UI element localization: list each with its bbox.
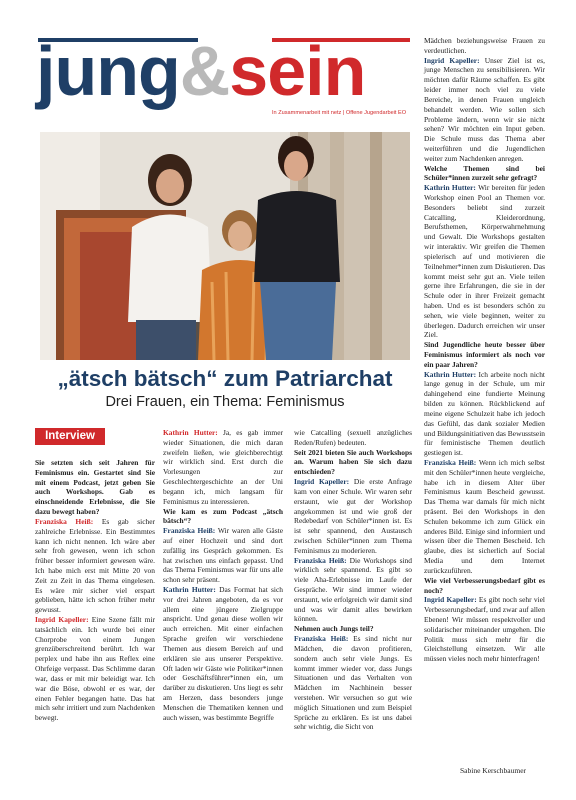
- speaker-name: Kathrin Hutter:: [163, 585, 216, 594]
- article-subheadline: Drei Frauen, ein Thema: Feminismus: [105, 394, 345, 410]
- interview-question: Welche Themen sind bei Schüler*innen zurzeit sehr gefragt?: [424, 163, 545, 183]
- interview-answer: [294, 556, 412, 625]
- interview-answer: [424, 595, 545, 664]
- logo-ampersand: &: [179, 32, 230, 110]
- answer-text: Wir waren alle Gäste auf einer Hochzeit und sind dort zufällig ins Gespräch gekommen. Es hat zwischen uns einfach gepasst. Und das Thema Feminismus war für uns alle schon sehr präsent.: [163, 526, 283, 585]
- answer-text: Die Workshops sind wirklich sehr spannend. Es gibt so viele Aha-Erlebnisse im Laufe der Gespräche. Wir sind immer wieder erstaunt, wie erfolgreich wir damit sind und was wir damit alles bewirken können.: [294, 555, 412, 624]
- speaker-name: Franziska Heiß:: [294, 634, 349, 644]
- article-photo: [40, 132, 410, 360]
- answer-text: Wenn ich mich selbst mit den Schüler*innen heute vergleiche, habe ich in diesem Alter über Feminismus kaum Bescheid gewusst. Das Thema war damals für mich nicht präsent. Bei den Workshops in den Schulen bekomme ich zum Glück ein anderes Bild. Einige sind informiert und wissen über die Themen Bescheid. Ich glaube, dies ist sicherlich auf Social Media und dem Internet zurückzuführen.: [424, 457, 545, 575]
- interview-answer: [424, 370, 545, 458]
- speaker-name: Ingrid Kapeller:: [35, 615, 89, 624]
- speaker-name: Franziska Heiß:: [35, 516, 94, 526]
- answer-text: Wir bereiten für jeden Workshop einen Pool an Themen vor. Besonders beliebt sind zurzeit Catcalling, Kleiderordnung, Berufsthemen, Körperwahrnehmung und Gewalt. Die Workshops gestalten wir interaktiv. Wir greifen die Themen spielerisch auf und motivieren die Teilnehmer*innen zum Diskutieren. Das kommt meist sehr gut an. Viele teilen gerne ihre Erfahrungen, die sie in der Schule oder in ihrer Freizeit gemacht haben. Und es ist besonders schön zu sehen, wie viele beginnen, weiter zu überlegen. Dadurch erreichen wir unser Ziel.: [424, 183, 545, 340]
- interview-question: Sie setzten sich seit Jahren für Feminismus ein. Gestartet sind Sie mit einem Podcast, jetzt geben Sie auch Workshops. Gab es einschneidende Erlebnisse, die Sie dazu bewegt haben?: [35, 458, 155, 517]
- speaker-name: Kathrin Hutter:: [424, 369, 477, 379]
- interview-answer: [294, 477, 412, 556]
- speaker-name: Kathrin Hutter:: [163, 428, 218, 437]
- speaker-name: Franziska Heiß:: [424, 457, 477, 467]
- interview-question: Wie kam es zum Podcast „ätsch bätsch“?: [163, 506, 283, 526]
- masthead-tagline: In Zusammenarbeit mit netz | Offene Jugendarbeit EO: [272, 110, 407, 116]
- answer-text: Ja, es gab immer wieder Situationen, die mich daran zweifeln ließen, wie gleichberechtigt wir wirklich sind. Erst durch die Vorlesungen zur Geschlechtergeschichte an der Uni begann ich, mich langsam für Feminismus zu interessieren.: [163, 428, 283, 506]
- article-headline: „ätsch bätsch“ zum Patriarchat: [57, 366, 393, 391]
- answer-text: Ich arbeite noch nicht lange genug in der Schule, um mir dahingehend eine fundierte Meinung bilden zu können. Rückblickend auf meine eigene Schulzeit habe ich jedoch das Gefühl, das dank sozialer Medien und Bildungsinitiativen das Bewusstsein für feministische Themen deutlich gestiegen ist.: [424, 369, 545, 458]
- interview-answer: [424, 183, 545, 340]
- interview-answer: [163, 428, 283, 507]
- answer-text: Es sind nicht nur Mädchen, die davon profitieren, sondern auch sehr viele Jungs. Es kommt immer wieder vor, dass Jungs Situationen und das Verhalten von Mädchen im Nachhinein besser verstehen. Wir versuchen so gut wie möglich Situationen und zum Beispiel Sprüche zu erklären. Es ist uns dabei sehr wichtig, die Sicht von: [294, 634, 412, 732]
- answer-text: Unser Ziel ist es, junge Menschen zu sensibilisieren. Wir möchten dafür Räume schaffen. Es gibt leider immer noch viel zu viele Bereiche, in denen Frauen ungleich behandelt werden. Wie sollen sich Probleme ändern, wenn wir sie nicht sehen? Wir möchten ein Input geben. Die Schule muss das Thema aber weiterführen und die Jugendlichen weiter zum Nachdenken anregen.: [424, 55, 545, 163]
- interview-badge: Interview: [35, 428, 105, 445]
- article-column-4: [424, 36, 545, 664]
- article-author: Sabine Kerschbaumer: [460, 766, 527, 775]
- interview-answer: [35, 517, 155, 615]
- answer-text: Es gibt noch sehr viel Verbesserungsbedarf, und zwar auf allen Ebenen! Wir müssen respektvoller und solidarischer miteinander umgehen. Die Politik muss sich mehr für die Gleichstellung einsetzen. Wir alle müssen vieles noch mehr hinterfragen!: [424, 595, 545, 664]
- interview-answer: [424, 458, 545, 576]
- logo-jung: jung: [36, 32, 180, 110]
- article-column-3: [294, 428, 412, 732]
- answer-text: Das Format hat sich vor drei Jahren angeboten, da es vor allem eine jüngere Zielgruppe anspricht. Und genau diese wollen wir auch erreichen. Mit einer einfachen Sprache greifen wir verschiedene Themen aus diesem Bereich auf und erklären sie aus unserer Perspektive. Oft laden wir Gäste wie Politiker*innen oder Geschäftsführer*innen ein, um darüber zu diskutieren. Uns liegt es sehr am Herzen, dass besonders junge Menschen die Thematiken kennen und auch wissen, was bestimmte Begriffe: [163, 585, 283, 722]
- answer-text: Eine Szene fällt mir tatsächlich ein. Ich wurde bei einer Chorprobe von einem Jungen grenzüberschreitend berührt. Ich war perplex und habe ihn aus Reflex eine Ohrfeige verpasst. Das Schlimme daran war, dass er mit mir beleidigt war. Ich war die Böse, obwohl er es war, der einen Fehler begangen hatte. Das hat mich sehr irritiert und zum Nachdenken bewegt.: [35, 615, 155, 723]
- answer-text: Die erste Anfrage kam von einer Schule. Wir waren sehr erstaunt, wie gut der Workshop angekommen ist und wie groß der Redebedarf von Schüler*innen ist. Es ist sehr spannend, den Austausch zwischen Schüler*innen zum Thema Feminismus zu moderieren.: [294, 477, 412, 555]
- interview-answer: [424, 56, 545, 164]
- interview-answer: [35, 615, 155, 723]
- article-column-1: [35, 458, 155, 723]
- body-paragraph: wie Catcalling (sexuell anzügliches Reden/Rufen) bedeuten.: [294, 428, 412, 447]
- logo-sein: sein: [229, 32, 366, 110]
- interview-answer: [163, 585, 283, 722]
- speaker-name: Franziska Heiß:: [294, 555, 347, 565]
- interview-answer: [294, 634, 412, 732]
- speaker-name: Ingrid Kapeller:: [424, 55, 480, 65]
- interview-answer: [163, 526, 283, 585]
- speaker-name: Ingrid Kapeller:: [294, 477, 350, 487]
- body-paragraph: Mädchen beziehungsweise Frauen zu verdeutlichen.: [424, 36, 545, 55]
- masthead-logo: [36, 30, 416, 112]
- interview-question: Seit 2021 bieten Sie auch Workshops an. Warum haben Sie sich dazu entschieden?: [294, 447, 412, 477]
- speaker-name: Franziska Heiß:: [163, 526, 216, 536]
- answer-text: Es gab sicher zahlreiche Erlebnisse. Ein Bestimmtes kann ich nicht nennen. Ich wäre aber sehr froh gewesen, wenn ich schon früher besser informiert gewesen wäre. Ich habe mich erst mit Mitte 20 von Zeit zu Zeit in das Thema eingelesen. Es wäre mir sicher viel erspart geblieben, hätte ich schon früher mehr gewusst.: [35, 516, 155, 615]
- article-column-2: [163, 428, 283, 722]
- interview-question: Wie viel Verbesserungsbedarf gibt es noch?: [424, 575, 545, 595]
- interview-question: Sind Jugendliche heute besser über Feminismus informiert als noch vor ein paar Jahren?: [424, 340, 545, 369]
- speaker-name: Kathrin Hutter:: [424, 183, 476, 193]
- interview-question: Nehmen auch Jungs teil?: [294, 624, 374, 634]
- speaker-name: Ingrid Kapeller:: [424, 595, 477, 605]
